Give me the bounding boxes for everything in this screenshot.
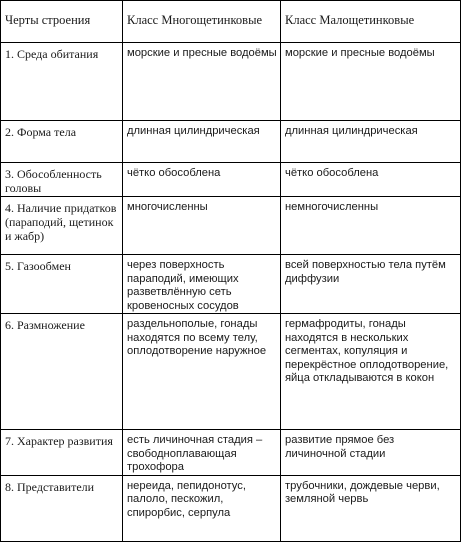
- table-row: [1, 121, 461, 163]
- row-oligochaeta: трубочники, дождевые черви, земляной червь: [281, 475, 461, 541]
- table-row: [1, 43, 461, 121]
- row-feature: 3. Обособленность головы: [1, 163, 123, 197]
- row-oligochaeta: развитие прямое без личиночной стадии: [281, 430, 461, 476]
- row-polychaeta: длинная цилиндрическая: [123, 121, 281, 163]
- row-oligochaeta: чётко обособлена: [281, 163, 461, 197]
- row-oligochaeta: немногочисленны: [281, 197, 461, 255]
- row-polychaeta: чётко обособлена: [123, 163, 281, 197]
- row-feature: 2. Форма тела: [1, 121, 123, 163]
- row-oligochaeta: гермафродиты, гонады находятся в нескольких сегментах, копуляция и перекрёстное оплодотворение, яйца откладываются в кокон: [281, 314, 461, 430]
- table-row: [1, 255, 461, 314]
- row-feature: 7. Характер развития: [1, 430, 123, 476]
- row-polychaeta: многочисленны: [123, 197, 281, 255]
- row-feature: 1. Среда обитания: [1, 43, 123, 121]
- row-feature: 8. Представители: [1, 475, 123, 541]
- row-oligochaeta: всей поверхностью тела путём диффузии: [281, 255, 461, 314]
- header-features: Черты строения: [1, 1, 123, 43]
- row-polychaeta: нереида, пепидонотус, палоло, пескожил, спирорбис, серпула: [123, 475, 281, 541]
- row-polychaeta: раздельнополые, гонады находятся по всему телу, оплодотворение наружное: [123, 314, 281, 430]
- table-row: [1, 163, 461, 197]
- row-polychaeta: морские и пресные водоёмы: [123, 43, 281, 121]
- row-feature: 5. Газообмен: [1, 255, 123, 314]
- header-polychaeta: Класс Многощетинковые: [123, 1, 281, 43]
- table-row: [1, 197, 461, 255]
- table-row: [1, 430, 461, 476]
- table-row: [1, 314, 461, 430]
- row-feature: 6. Размножение: [1, 314, 123, 430]
- header-oligochaeta: Класс Малощетинковые: [281, 1, 461, 43]
- table-row: [1, 475, 461, 541]
- row-oligochaeta: морские и пресные водоёмы: [281, 43, 461, 121]
- table-header-row: [1, 1, 461, 43]
- row-polychaeta: есть личиночная стадия – свободноплавающая трохофора: [123, 430, 281, 476]
- row-polychaeta: через поверхность параподий, имеющих разветвлённую сеть кровеносных сосудов: [123, 255, 281, 314]
- row-oligochaeta: длинная цилиндрическая: [281, 121, 461, 163]
- row-feature: 4. Наличие придатков (параподий, щетинок и жабр): [1, 197, 123, 255]
